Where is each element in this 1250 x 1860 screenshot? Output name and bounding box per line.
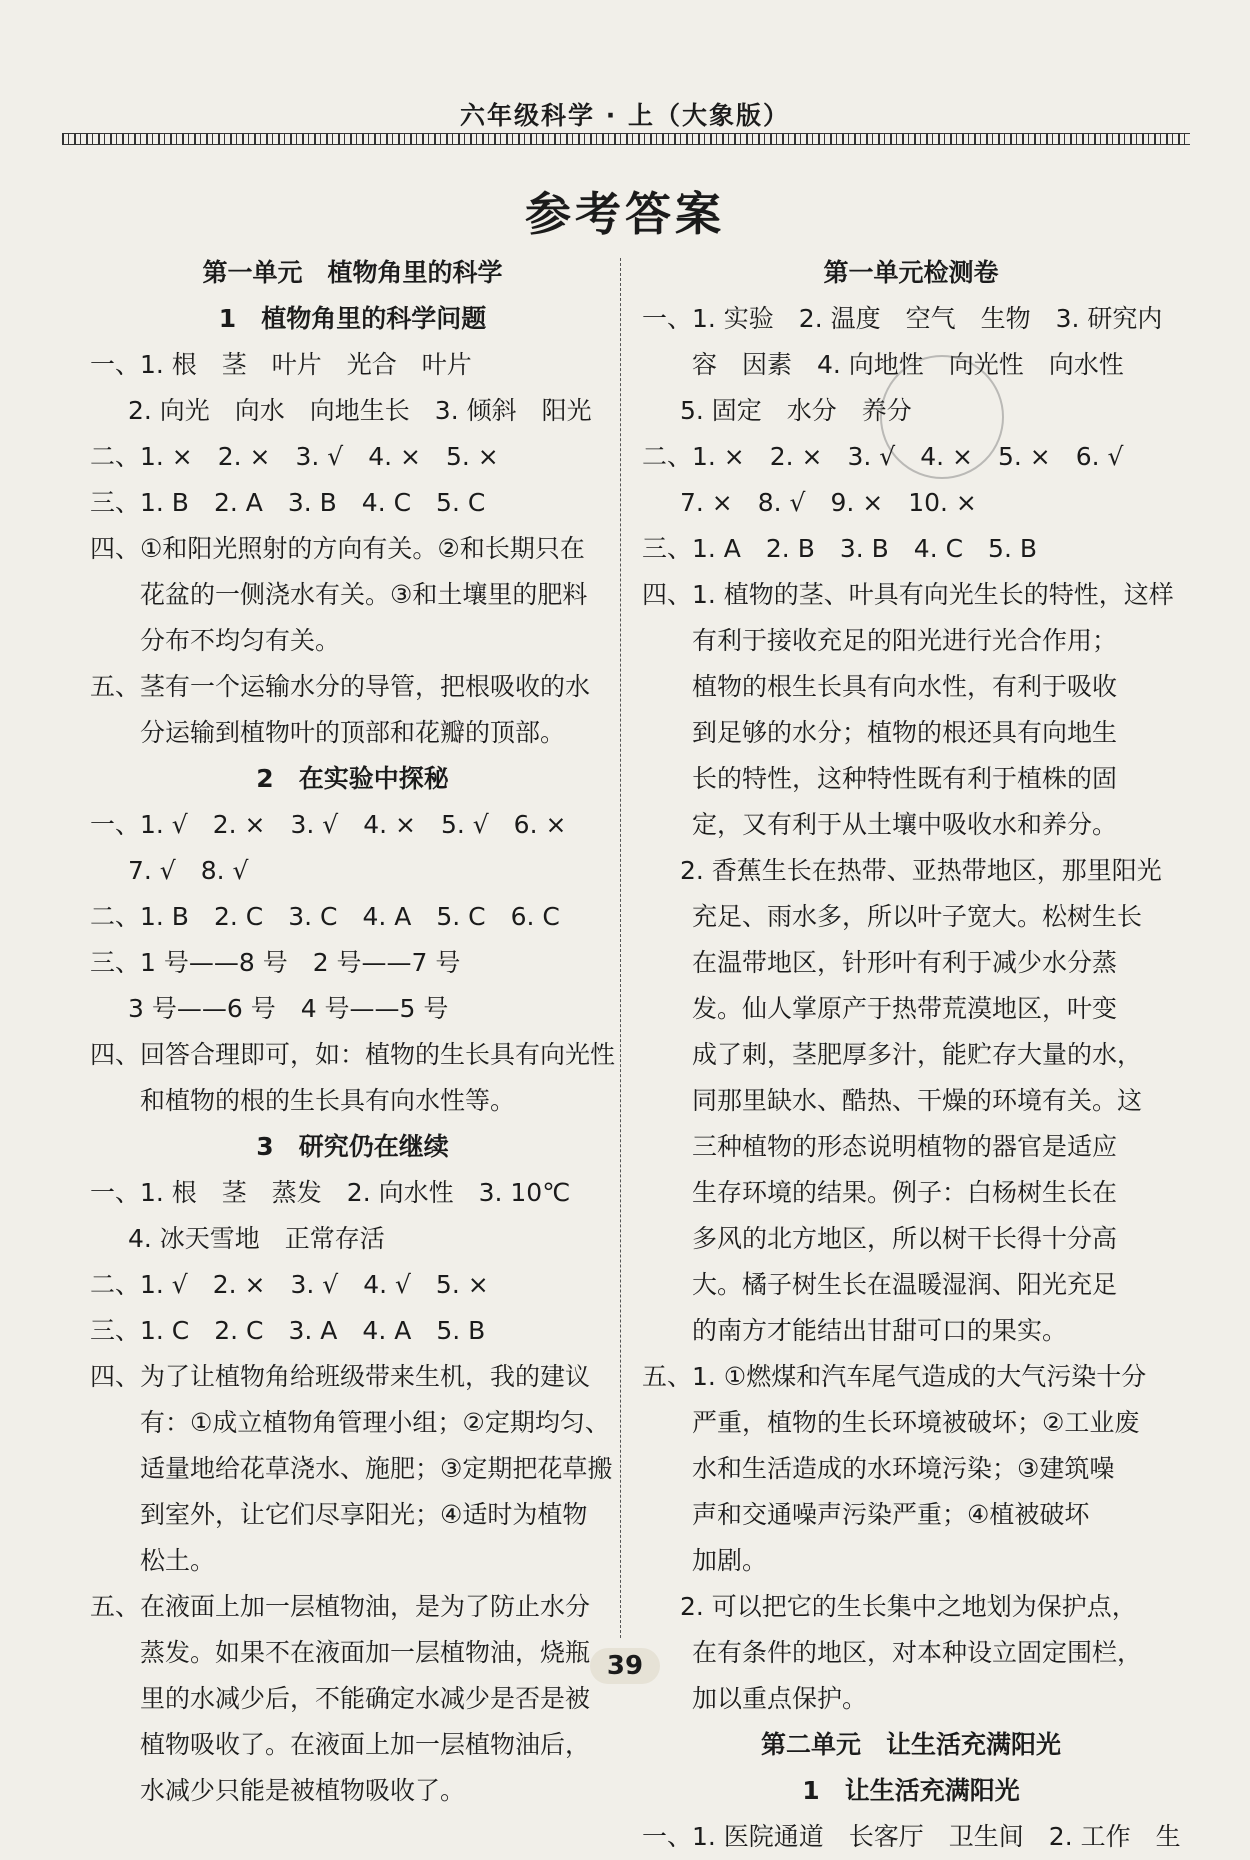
answer-line: 松土。 [140, 1546, 216, 1575]
answer-line: 的南方才能结出甘甜可口的果实。 [692, 1316, 1068, 1345]
answer-line: 分布不均匀有关。 [140, 626, 341, 655]
answer-line: 三种植物的形态说明植物的器官是适应 [692, 1132, 1118, 1161]
section-heading: 第一单元检测卷 [823, 258, 999, 287]
answer-line: 加以重点保护。 [692, 1684, 868, 1713]
answer-line: 蒸发。如果不在液面加一层植物油，烧瓶 [140, 1638, 591, 1667]
answer-line: 五、在液面上加一层植物油，是为了防止水分 [90, 1592, 591, 1621]
answer-line: 植物的根生长具有向水性，有利于吸收 [692, 672, 1118, 701]
answer-line: 二、1. × 2. × 3. √ 4. × 5. × [90, 442, 499, 471]
answer-line: 一、1. 根 茎 蒸发 2. 向水性 3. 10℃ [90, 1178, 571, 1207]
answer-line: 四、1. 植物的茎、叶具有向光生长的特性，这样 [642, 580, 1174, 609]
answer-line: 3 号——6 号 4 号——5 号 [128, 994, 449, 1023]
answer-line: 和植物的根的生长具有向水性等。 [140, 1086, 516, 1115]
answer-line: 二、1. √ 2. × 3. √ 4. √ 5. × [90, 1270, 489, 1299]
answer-line: 一、1. 根 茎 叶片 光合 叶片 [90, 350, 472, 379]
section-heading: 1 植物角里的科学问题 [218, 304, 487, 333]
answer-line: 适量地给花草浇水、施肥；③定期把花草搬 [140, 1454, 613, 1483]
answer-line: 花盆的一侧浇水有关。③和土壤里的肥料 [140, 580, 588, 609]
answer-line: 一、1. √ 2. × 3. √ 4. × 5. √ 6. × [90, 810, 567, 839]
answer-line: 充足、雨水多，所以叶子宽大。松树生长 [692, 902, 1143, 931]
answer-line: 三、1. B 2. A 3. B 4. C 5. C [90, 488, 486, 517]
answer-line: 有利于接收充足的阳光进行光合作用； [692, 626, 1118, 655]
section-heading: 3 研究仍在继续 [256, 1132, 449, 1161]
answer-line: 声和交通噪声污染严重；④植被破坏 [692, 1500, 1090, 1529]
page-title: 参考答案 [525, 187, 725, 241]
answer-line: 发。仙人掌原产于热带荒漠地区，叶变 [692, 994, 1118, 1023]
answer-line: 在温带地区，针形叶有利于减少水分蒸 [692, 948, 1118, 977]
answer-line: 2. 可以把它的生长集中之地划为保护点， [680, 1592, 1137, 1621]
answer-line: 植物吸收了。在液面上加一层植物油后， [140, 1730, 591, 1759]
answer-line: 大。橘子树生长在温暖湿润、阳光充足 [692, 1270, 1118, 1299]
section-heading: 第二单元 让生活充满阳光 [760, 1730, 1061, 1759]
column-divider [620, 258, 621, 1638]
answer-line: 水减少只能是被植物吸收了。 [140, 1776, 466, 1805]
answer-line: 一、1. 实验 2. 温度 空气 生物 3. 研究内 [642, 304, 1163, 333]
answer-line: 2. 香蕉生长在热带、亚热带地区，那里阳光 [680, 856, 1162, 885]
answer-line: 四、回答合理即可，如：植物的生长具有向光性 [90, 1040, 616, 1069]
running-header: 六年级科学 · 上（大象版） [460, 101, 790, 130]
answer-line: 到足够的水分；植物的根还具有向地生 [692, 718, 1118, 747]
section-heading: 2 在实验中探秘 [256, 764, 449, 793]
decorative-border [62, 133, 1190, 145]
answer-line: 二、1. B 2. C 3. C 4. A 5. C 6. C [90, 902, 560, 931]
answer-line: 生存环境的结果。例子：白杨树生长在 [692, 1178, 1118, 1207]
answer-line: 到室外，让它们尽享阳光；④适时为植物 [140, 1500, 588, 1529]
answer-line: 2. 向光 向水 向地生长 3. 倾斜 阳光 [128, 396, 592, 425]
answer-line: 在有条件的地区，对本种设立固定围栏， [692, 1638, 1143, 1667]
answer-line: 水和生活造成的水环境污染；③建筑噪 [692, 1454, 1115, 1483]
answer-line: 5. 固定 水分 养分 [680, 396, 912, 425]
answer-line: 三、1. C 2. C 3. A 4. A 5. B [90, 1316, 486, 1345]
answer-line: 容 因素 4. 向地性 向光性 向水性 [692, 350, 1124, 379]
section-heading: 第一单元 植物角里的科学 [202, 258, 503, 287]
answer-line: 分运输到植物叶的顶部和花瓣的顶部。 [140, 718, 566, 747]
answer-line: 三、1. A 2. B 3. B 4. C 5. B [642, 534, 1038, 563]
left-column [90, 250, 615, 1814]
answer-line: 二、1. × 2. × 3. √ 4. × 5. × 6. √ [642, 442, 1124, 471]
answer-line: 里的水减少后，不能确定水减少是否是被 [140, 1684, 591, 1713]
answer-line: 有：①成立植物角管理小组；②定期均匀、 [140, 1408, 610, 1437]
answer-line: 多风的北方地区，所以树干长得十分高 [692, 1224, 1118, 1253]
answer-line: 严重，植物的生长环境被破坏；②工业废 [692, 1408, 1140, 1437]
answer-line: 长的特性，这种特性既有利于植株的固 [692, 764, 1118, 793]
answer-line: 三、1 号——8 号 2 号——7 号 [90, 948, 461, 977]
answer-line: 同那里缺水、酷热、干燥的环境有关。这 [692, 1086, 1143, 1115]
page-number: 39 [590, 1648, 660, 1684]
answer-line: 7. √ 8. √ [128, 856, 249, 885]
answer-line: 四、①和阳光照射的方向有关。②和长期只在 [90, 534, 585, 563]
right-column [642, 250, 1180, 1860]
answer-line: 五、1. ①燃煤和汽车尾气造成的大气污染十分 [642, 1362, 1147, 1391]
section-heading: 1 让生活充满阳光 [802, 1776, 1020, 1805]
answer-line: 加剧。 [692, 1546, 768, 1575]
answer-line: 定，又有利于从土壤中吸收水和养分。 [692, 810, 1118, 839]
answer-line: 四、为了让植物角给班级带来生机，我的建议 [90, 1362, 591, 1391]
answer-line: 成了刺，茎肥厚多汁，能贮存大量的水， [692, 1040, 1143, 1069]
answer-line: 五、茎有一个运输水分的导管，把根吸收的水 [90, 672, 591, 701]
answer-line: 7. × 8. √ 9. × 10. × [680, 488, 977, 517]
answer-line: 一、1. 医院通道 长客厅 卫生间 2. 工作 生 [642, 1822, 1181, 1851]
answer-line: 4. 冰天雪地 正常存活 [128, 1224, 385, 1253]
